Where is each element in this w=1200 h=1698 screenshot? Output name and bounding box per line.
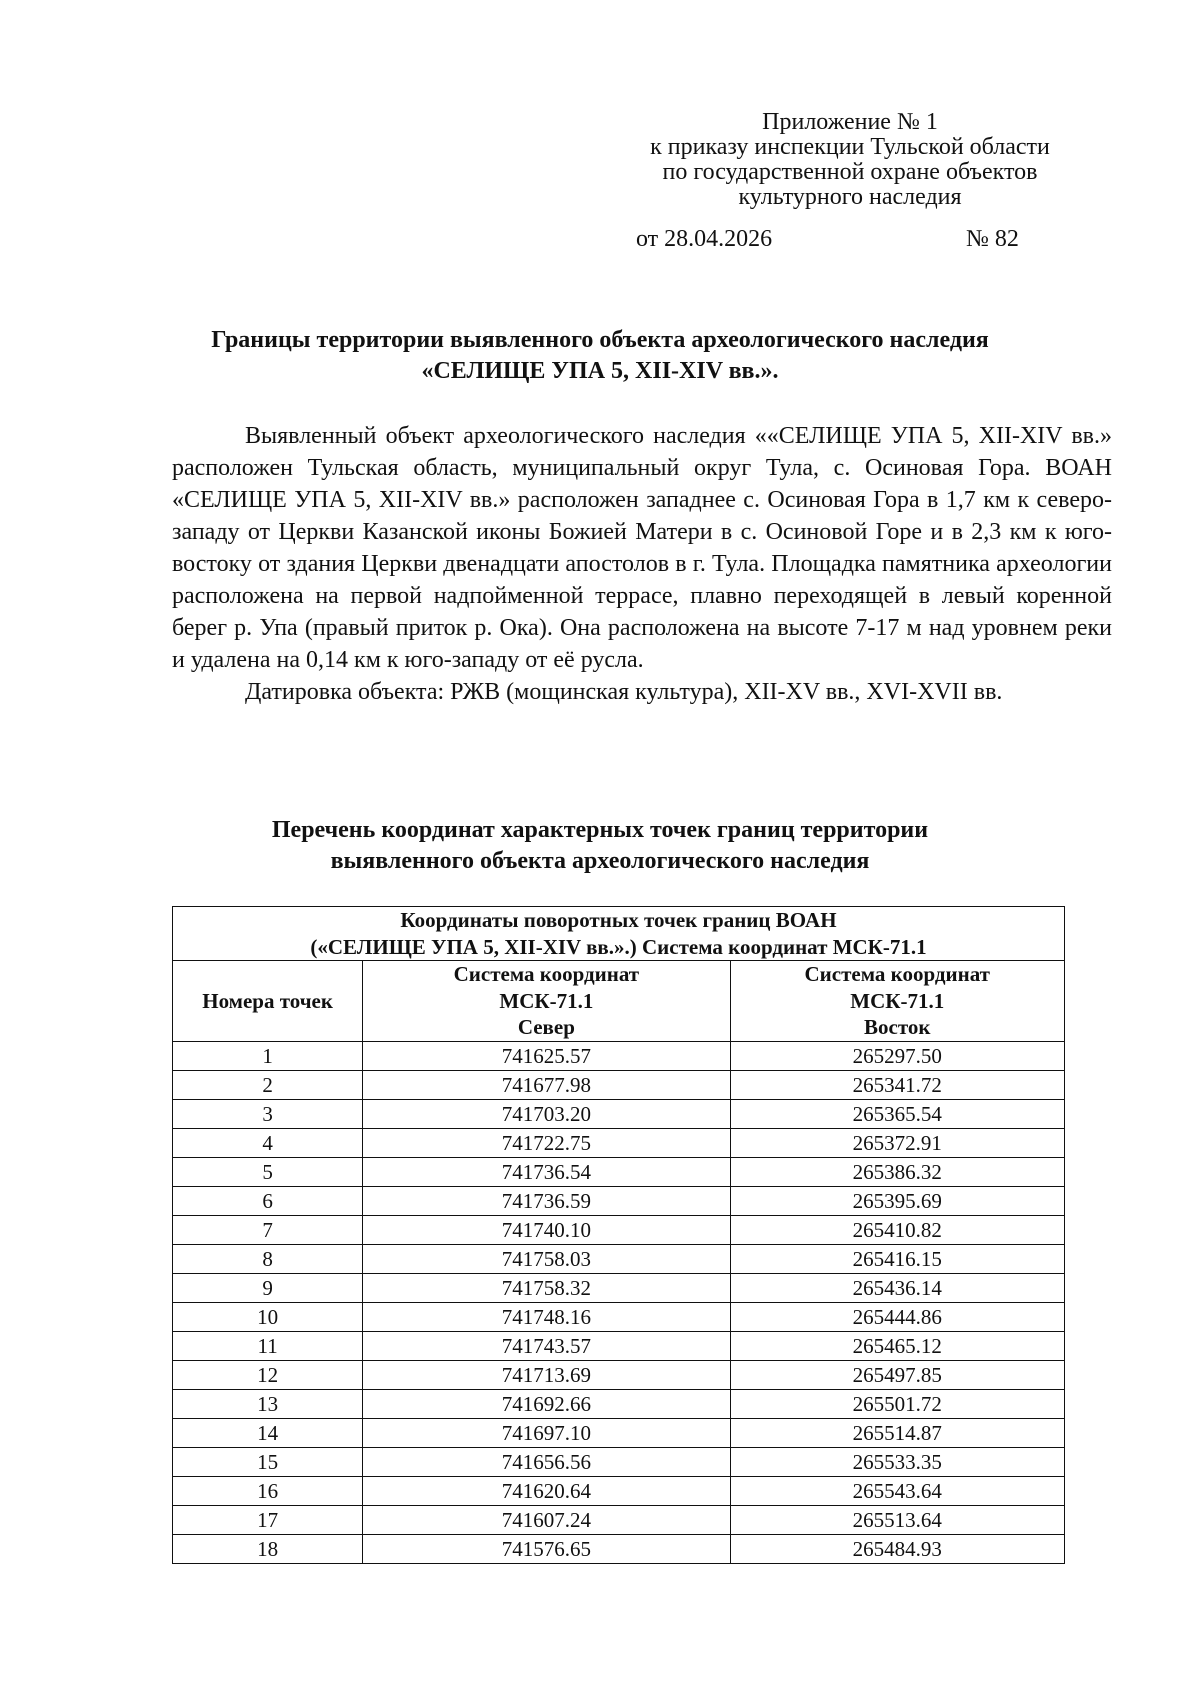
point-number: 17 <box>173 1505 363 1534</box>
east-coordinate: 265386.32 <box>730 1157 1065 1186</box>
body-text <box>172 420 1112 708</box>
north-coordinate: 741677.98 <box>363 1070 730 1099</box>
table-caption-line-1: Координаты поворотных точек границ ВОАН <box>400 908 837 932</box>
east-coordinate: 265497.85 <box>730 1360 1065 1389</box>
point-number: 13 <box>173 1389 363 1418</box>
point-number: 16 <box>173 1476 363 1505</box>
header-north-line-1: Система координат <box>453 962 640 986</box>
north-coordinate: 741722.75 <box>363 1128 730 1157</box>
table-row <box>173 1418 1065 1447</box>
east-coordinate: 265444.86 <box>730 1302 1065 1331</box>
point-number: 3 <box>173 1099 363 1128</box>
north-coordinate: 741758.32 <box>363 1273 730 1302</box>
table-row <box>173 1244 1065 1273</box>
list-title-line-2: выявленного объекта археологического наследия <box>330 848 870 874</box>
table-row <box>173 1157 1065 1186</box>
north-coordinate: 741692.66 <box>363 1389 730 1418</box>
table-caption-line-2: («СЕЛИЩЕ УПА 5, XII-XIV вв.».) Система координат МСК-71.1 <box>310 934 927 959</box>
north-coordinate: 741697.10 <box>363 1418 730 1447</box>
point-number: 7 <box>173 1215 363 1244</box>
north-coordinate: 741576.65 <box>363 1534 730 1563</box>
header-north-line-2: МСК-71.1 <box>499 988 594 1013</box>
coordinates-table <box>172 906 1065 1564</box>
east-coordinate: 265514.87 <box>730 1418 1065 1447</box>
east-coordinate: 265365.54 <box>730 1099 1065 1128</box>
point-number: 15 <box>173 1447 363 1476</box>
order-date: от 28.04.2026 <box>636 226 773 252</box>
header-north <box>363 961 730 1042</box>
table-row <box>173 1534 1065 1563</box>
point-number: 8 <box>173 1244 363 1273</box>
table-caption <box>173 907 1065 961</box>
document-title-line-1: Границы территории выявленного объекта археологического наследия <box>211 327 989 353</box>
order-line <box>0 226 1200 256</box>
east-coordinate: 265416.15 <box>730 1244 1065 1273</box>
north-coordinate: 741625.57 <box>363 1041 730 1070</box>
header-north-line-3: Север <box>517 1015 575 1039</box>
east-coordinate: 265543.64 <box>730 1476 1065 1505</box>
coordinates-list-title <box>100 815 1100 877</box>
north-coordinate: 741713.69 <box>363 1360 730 1389</box>
table-row <box>173 1273 1065 1302</box>
table-header-row <box>173 961 1065 1042</box>
east-coordinate: 265410.82 <box>730 1215 1065 1244</box>
header-points: Номера точек <box>173 961 363 1042</box>
east-coordinate: 265501.72 <box>730 1389 1065 1418</box>
dating-paragraph: Датировка объекта: РЖВ (мощинская культура), XII-XV вв., XVI-XVII вв. <box>245 679 1003 705</box>
east-coordinate: 265341.72 <box>730 1070 1065 1099</box>
north-coordinate: 741736.59 <box>363 1186 730 1215</box>
north-coordinate: 741656.56 <box>363 1447 730 1476</box>
table-row <box>173 1389 1065 1418</box>
east-coordinate: 265533.35 <box>730 1447 1065 1476</box>
table-row <box>173 1360 1065 1389</box>
table-caption-row <box>173 907 1065 961</box>
east-coordinate: 265395.69 <box>730 1186 1065 1215</box>
table-row <box>173 1186 1065 1215</box>
list-title-line-1: Перечень координат характерных точек границ территории <box>271 817 929 843</box>
appendix-line-4: культурного наследия <box>738 184 962 210</box>
east-coordinate: 265372.91 <box>730 1128 1065 1157</box>
document-title-line-2: «СЕЛИЩЕ УПА 5, XII-XIV вв.». <box>421 358 779 384</box>
table-row <box>173 1331 1065 1360</box>
north-coordinate: 741758.03 <box>363 1244 730 1273</box>
point-number: 2 <box>173 1070 363 1099</box>
table-row <box>173 1099 1065 1128</box>
north-coordinate: 741743.57 <box>363 1331 730 1360</box>
header-east <box>730 961 1065 1042</box>
table-row <box>173 1070 1065 1099</box>
east-coordinate: 265465.12 <box>730 1331 1065 1360</box>
point-number: 10 <box>173 1302 363 1331</box>
north-coordinate: 741620.64 <box>363 1476 730 1505</box>
point-number: 5 <box>173 1157 363 1186</box>
east-coordinate: 265484.93 <box>730 1534 1065 1563</box>
north-coordinate: 741748.16 <box>363 1302 730 1331</box>
table-row <box>173 1505 1065 1534</box>
appendix-line-2: к приказу инспекции Тульской области <box>650 134 1050 160</box>
north-coordinate: 741607.24 <box>363 1505 730 1534</box>
point-number: 14 <box>173 1418 363 1447</box>
table-row <box>173 1041 1065 1070</box>
order-number: № 82 <box>966 226 1019 252</box>
point-number: 18 <box>173 1534 363 1563</box>
point-number: 9 <box>173 1273 363 1302</box>
appendix-header <box>600 110 1100 210</box>
document-title <box>100 325 1100 387</box>
north-coordinate: 741736.54 <box>363 1157 730 1186</box>
table-row <box>173 1302 1065 1331</box>
point-number: 11 <box>173 1331 363 1360</box>
point-number: 1 <box>173 1041 363 1070</box>
description-paragraph: Выявленный объект археологического наследия ««СЕЛИЩЕ УПА 5, XII-XIV вв.» расположен Тульская область, муниципальный округ Тула, с. Осиновая Гора. ВОАН «СЕЛИЩЕ УПА 5, XII-XIV вв.» расположен западнее с. Осиновая Гора в 1,7 км к северо-западу от Церкви Казанской иконы Божией Матери в с. Осиновой Горе и в 2,3 км к юго-востоку от здания Церкви двенадцати апостолов в г. Тула. Площадка памятника археологии расположена на первой надпойменной террасе, плавно переходящей в левый коренной берег р. Упа (правый приток р. Ока). Она расположена на высоте 7-17 м над уровнем реки и удалена на 0,14 км к юго-западу от её русла. <box>172 423 1112 673</box>
point-number: 4 <box>173 1128 363 1157</box>
point-number: 6 <box>173 1186 363 1215</box>
east-coordinate: 265513.64 <box>730 1505 1065 1534</box>
table-row <box>173 1476 1065 1505</box>
point-number: 12 <box>173 1360 363 1389</box>
table-row <box>173 1128 1065 1157</box>
header-east-line-2: МСК-71.1 <box>850 988 945 1013</box>
table-row <box>173 1215 1065 1244</box>
north-coordinate: 741740.10 <box>363 1215 730 1244</box>
appendix-line-3: по государственной охране объектов <box>662 159 1038 185</box>
east-coordinate: 265436.14 <box>730 1273 1065 1302</box>
appendix-line-1: Приложение № 1 <box>762 109 938 135</box>
header-east-line-3: Восток <box>864 1015 931 1039</box>
table-row <box>173 1447 1065 1476</box>
header-east-line-1: Система координат <box>804 962 990 986</box>
east-coordinate: 265297.50 <box>730 1041 1065 1070</box>
north-coordinate: 741703.20 <box>363 1099 730 1128</box>
